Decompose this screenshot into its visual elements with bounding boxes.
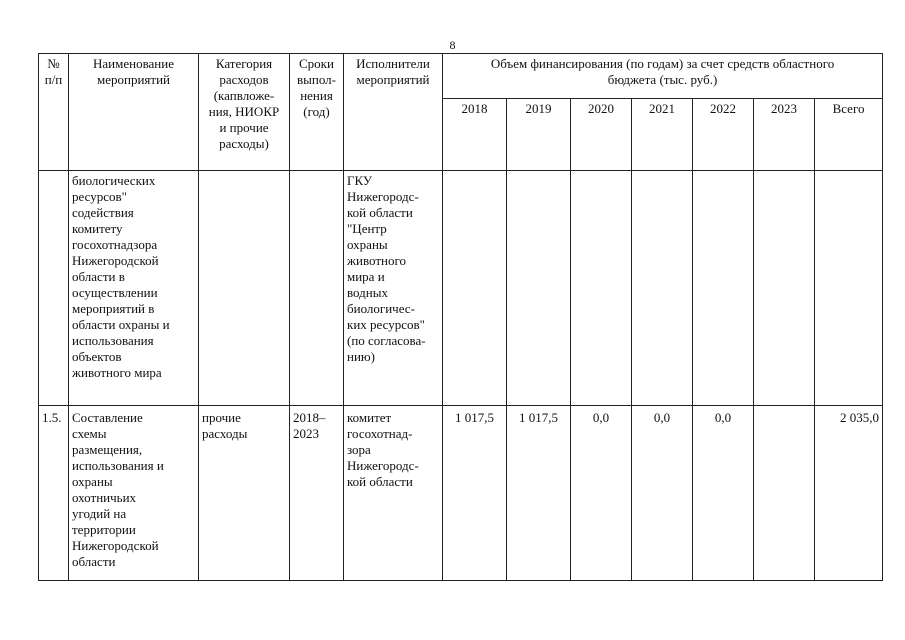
table-row: [39, 406, 883, 581]
header-year-2023: 2023: [754, 99, 815, 171]
row-value-2019: 1 017,5: [507, 406, 571, 581]
row-value-2021: [632, 171, 693, 406]
row-executor: ГКУ Нижегородс- кой области "Центр охраны животного мира и водных биологичес- ких ресурсов" (по согласова- нию): [344, 171, 443, 406]
row-value-2023: [754, 171, 815, 406]
row-category: прочие расходы: [199, 406, 290, 581]
header-category: Категория расходов (капвложе- ния, НИОКР и прочие расходы): [199, 54, 290, 171]
row-value-2021: 0,0: [632, 406, 693, 581]
header-total: Всего: [815, 99, 883, 171]
header-year-2022: 2022: [693, 99, 754, 171]
row-category: [199, 171, 290, 406]
row-name: биологических ресурсов" содействия комитету госохотнадзора Нижегородской области в осуществлении мероприятий в области охраны и использования объектов животного мира: [69, 171, 199, 406]
row-no: [39, 171, 69, 406]
row-value-2019: [507, 171, 571, 406]
header-year-2020: 2020: [571, 99, 632, 171]
row-executor: комитет госохотнад- зора Нижегородс- кой области: [344, 406, 443, 581]
row-value-total: [815, 171, 883, 406]
row-value-2020: [571, 171, 632, 406]
row-value-2020: 0,0: [571, 406, 632, 581]
header-year-2021: 2021: [632, 99, 693, 171]
row-value-2018: [443, 171, 507, 406]
header-no: № п/п: [39, 54, 69, 171]
page-number: 8: [449, 38, 456, 52]
row-value-2018: 1 017,5: [443, 406, 507, 581]
header-year-2018: 2018: [443, 99, 507, 171]
row-term: 2018– 2023: [290, 406, 344, 581]
row-term: [290, 171, 344, 406]
row-value-2022: 0,0: [693, 406, 754, 581]
header-name: Наименование мероприятий: [69, 54, 199, 171]
row-value-2023: [754, 406, 815, 581]
financing-table: [38, 53, 883, 581]
header-executor: Исполнители мероприятий: [344, 54, 443, 171]
header-term: Сроки выпол- нения (год): [290, 54, 344, 171]
row-name: Составление схемы размещения, использования и охраны охотничьих угодий на территории Нижегородской области: [69, 406, 199, 581]
header-financing: Объем финансирования (по годам) за счет средств областного бюджета (тыс. руб.): [443, 54, 883, 99]
header-year-2019: 2019: [507, 99, 571, 171]
row-value-total: 2 035,0: [815, 406, 883, 581]
row-value-2022: [693, 171, 754, 406]
row-no: 1.5.: [39, 406, 69, 581]
table-row: [39, 171, 883, 406]
